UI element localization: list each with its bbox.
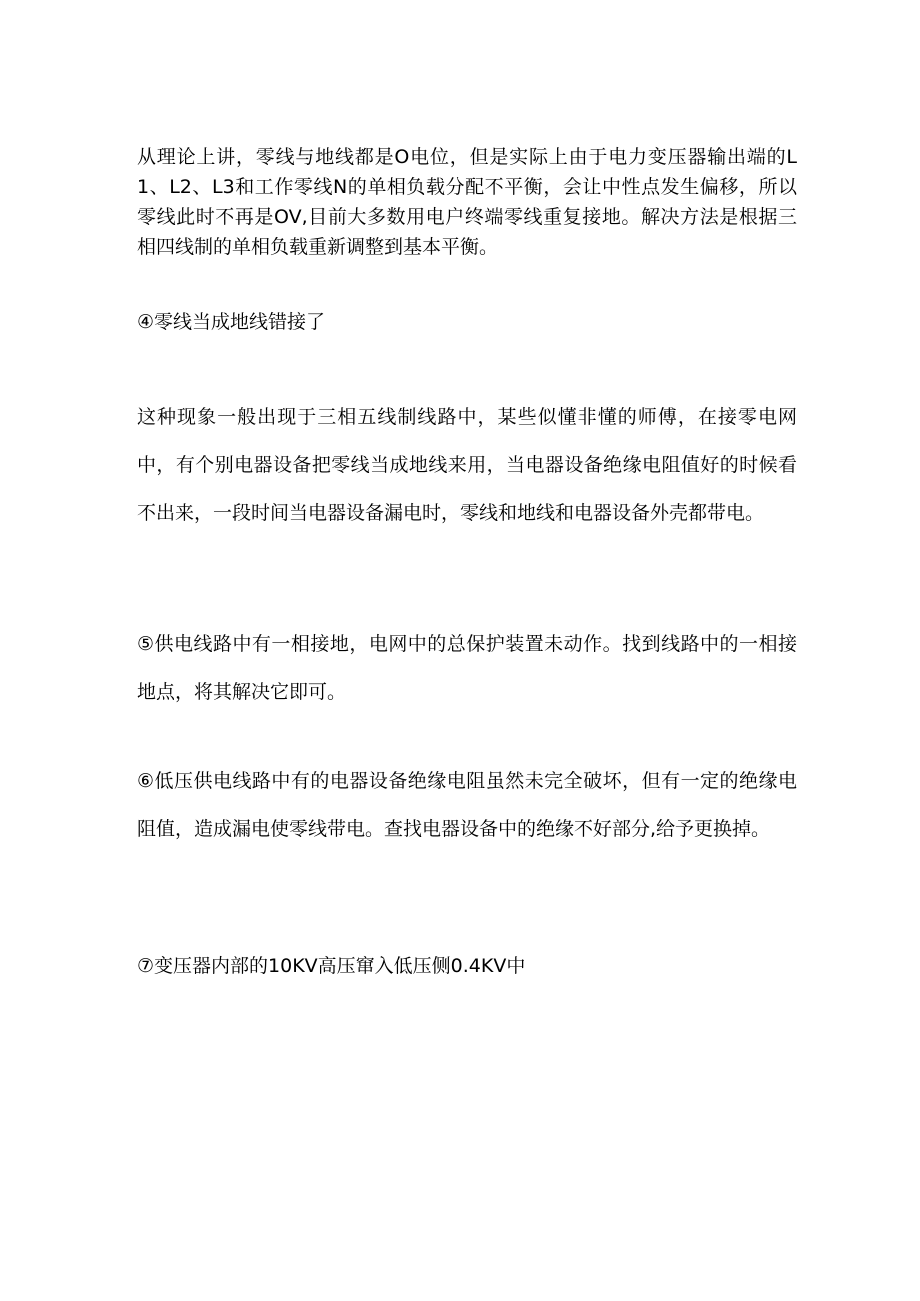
- paragraph-item-6: ⑥低压供电线路中有的电器设备绝缘电阻虽然未完全破坏，但有一定的绝缘电阻值，造成漏电使零线带电。查找电器设备中的绝缘不好部分,给予更换掉。: [137, 770, 797, 840]
- heading-item-4: ④零线当成地线错接了: [137, 311, 326, 333]
- paragraph-neutral-ground-theory: 从理论上讲，零线与地线都是O电位，但是实际上由于电力变压器输出端的L1、L2、L3和工作零线N的单相负载分配不平衡，会让中性点发生偏移，所以零线此时不再是OV,目前大多数用电户终端零线重复接地。解决方法是根据三相四线制的单相负载重新调整到基本平衡。: [137, 146, 797, 258]
- paragraph-item-4-detail: 这种现象一般出现于三相五线制线路中，某些似懂非懂的师傅，在接零电网中，有个别电器设备把零线当成地线来用，当电器设备绝缘电阻值好的时候看不出来，一段时间当电器设备漏电时，零线和地线和电器设备外壳都带电。: [137, 406, 797, 524]
- paragraph-item-5: ⑤供电线路中有一相接地，电网中的总保护装置未动作。找到线路中的一相接地点，将其解决它即可。: [137, 633, 797, 703]
- heading-item-7: ⑦变压器内部的10KV高压窜入低压侧0.4KV中: [137, 955, 526, 977]
